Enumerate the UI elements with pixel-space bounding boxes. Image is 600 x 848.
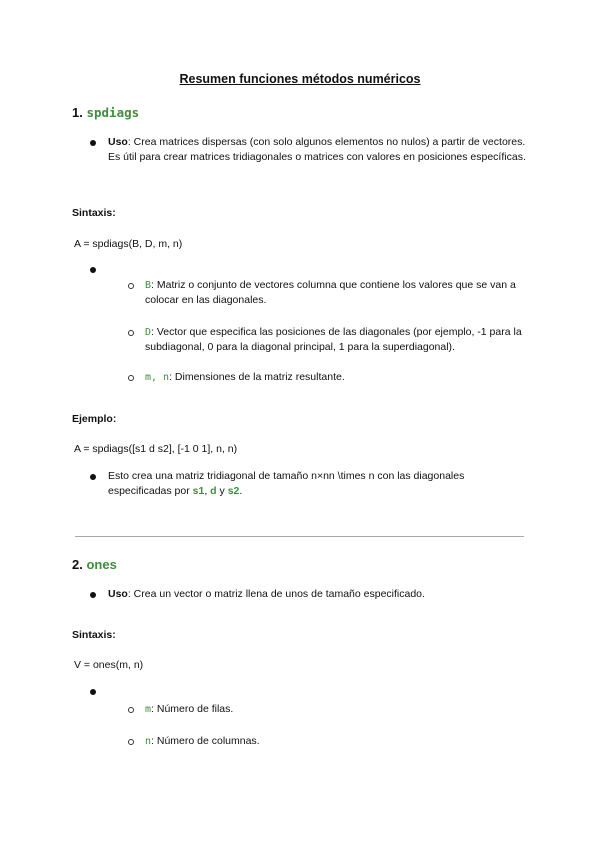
section-function-name: spdiags	[86, 105, 140, 120]
section-divider	[75, 536, 524, 537]
param-item	[145, 325, 525, 355]
ejemplo-description: Esto crea una matriz tridiagonal de tamaño n×nn \times n con las diagonales especificadas por s1, d y s2.	[108, 470, 465, 497]
circle-bullet-icon	[128, 330, 134, 336]
ejemplo-label: Ejemplo:	[72, 413, 117, 425]
uso-text: : Crea matrices dispersas (con solo algunos elementos no nulos) a partir de vectores. Es útil para crear matrices tridiagonales o matrices con valores en posiciones específicas.	[108, 136, 526, 163]
section-number: 1.	[72, 105, 83, 120]
param-item	[145, 278, 525, 308]
uso-label: Uso	[108, 588, 128, 600]
uso-description	[108, 587, 528, 602]
uso-description	[108, 135, 528, 165]
ejemplo-var-s1: s1	[192, 485, 205, 497]
param-name: B	[145, 280, 152, 291]
sintaxis-label: Sintaxis:	[72, 207, 116, 219]
param-item	[145, 702, 525, 717]
param-desc: : Número de filas.	[151, 703, 234, 715]
circle-bullet-icon	[128, 375, 134, 381]
page-title: Resumen funciones métodos numéricos	[179, 72, 421, 86]
sintaxis-label: Sintaxis:	[72, 629, 116, 641]
param-item	[145, 734, 525, 749]
uso-label: Uso	[108, 136, 128, 148]
bullet-icon	[90, 474, 96, 480]
bullet-icon	[90, 592, 96, 598]
circle-bullet-icon	[128, 739, 134, 745]
param-item	[145, 370, 525, 385]
section-heading-ones	[72, 557, 117, 572]
section-heading-spdiags	[72, 105, 139, 120]
bullet-icon	[90, 140, 96, 146]
param-desc: : Número de columnas.	[151, 735, 260, 747]
param-name: m, n	[145, 372, 170, 383]
sintaxis-code: A = spdiags(B, D, m, n)	[74, 238, 183, 250]
param-desc: : Matriz o conjunto de vectores columna que contiene los valores que se van a colocar en las diagonales.	[145, 279, 516, 306]
param-desc: : Dimensiones de la matriz resultante.	[169, 371, 345, 383]
ejemplo-text: Esto crea una matriz tridiagonal de tamaño n×nn \times n con las diagonales especificadas por	[108, 470, 465, 497]
param-name: m	[145, 704, 152, 715]
section-number: 2.	[72, 557, 83, 572]
section-function-name: ones	[86, 557, 117, 572]
circle-bullet-icon	[128, 283, 134, 289]
circle-bullet-icon	[128, 707, 134, 713]
bullet-icon	[90, 689, 96, 695]
param-desc: : Vector que especifica las posiciones de las diagonales (por ejemplo, -1 para la subdiagonal, 0 para la diagonal principal, 1 para la superdiagonal).	[145, 326, 522, 353]
ejemplo-code: A = spdiags([s1 d s2], [-1 0 1], n, n)	[74, 443, 238, 455]
param-name: n	[145, 736, 152, 747]
param-name: D	[145, 327, 152, 338]
ejemplo-var-d: d	[210, 485, 217, 497]
sintaxis-code: V = ones(m, n)	[74, 659, 144, 671]
ejemplo-var-s2: s2	[227, 485, 240, 497]
uso-text: : Crea un vector o matriz llena de unos de tamaño especificado.	[127, 588, 425, 600]
bullet-icon	[90, 267, 96, 273]
